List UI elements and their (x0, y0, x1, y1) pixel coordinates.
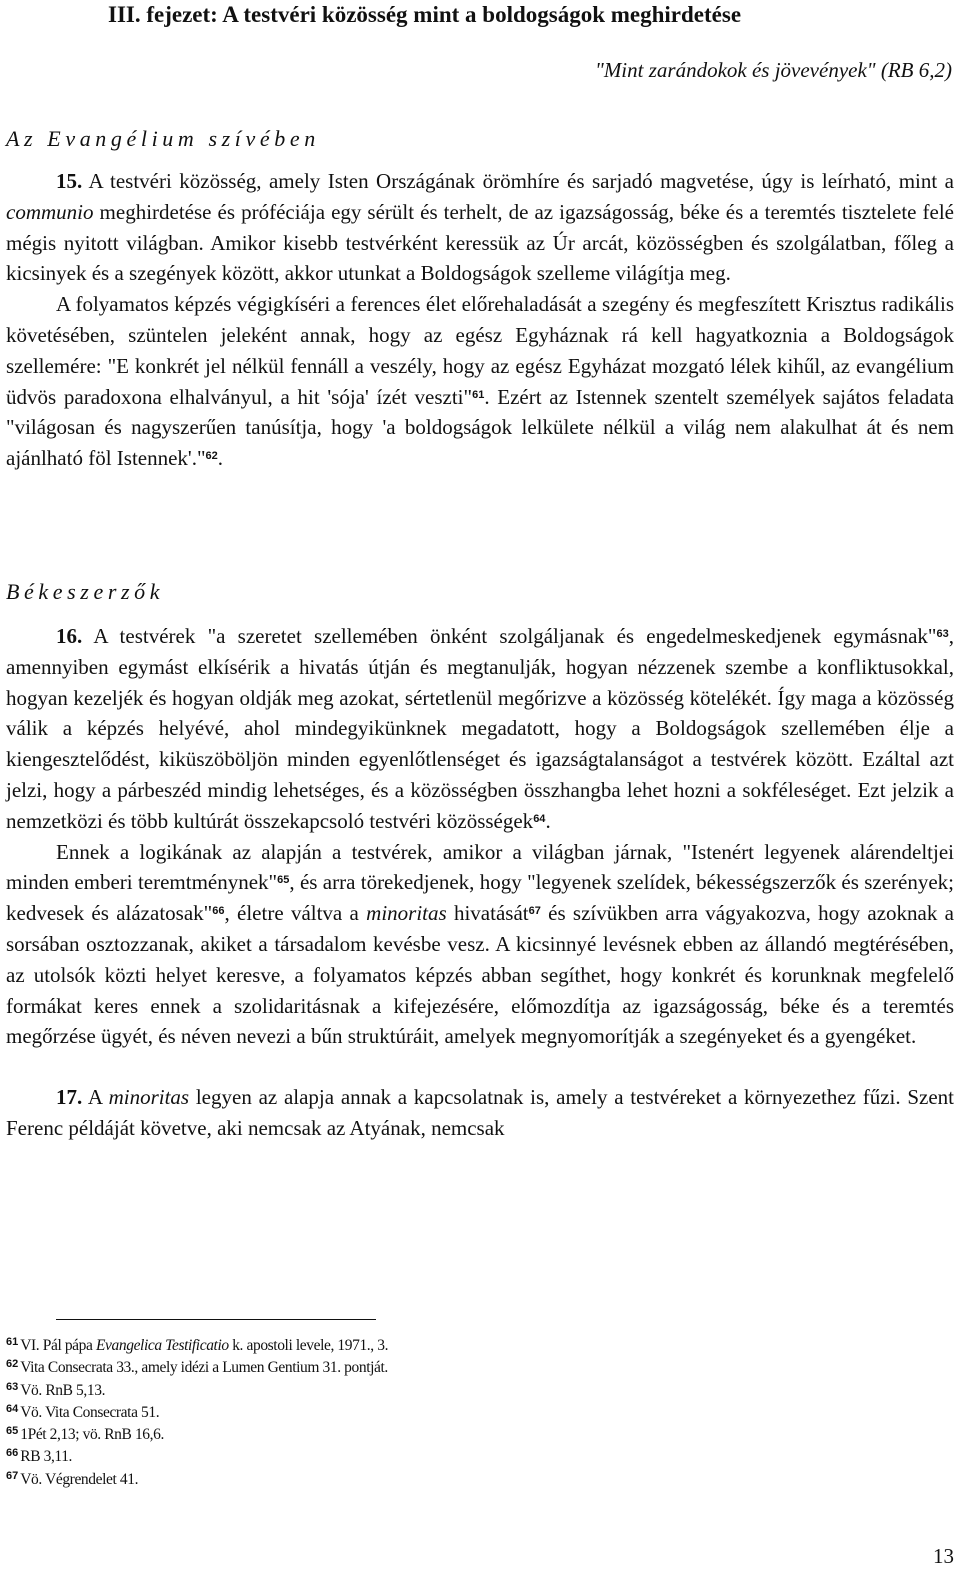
footnote-separator (56, 1319, 376, 1320)
footnote-number: 62 (6, 1358, 19, 1371)
paragraph (6, 837, 954, 1053)
paragraph (6, 166, 954, 289)
footnote-number: 65 (6, 1425, 19, 1438)
footnote-ref-63: 63 (936, 628, 949, 640)
text-run: A folyamatos képzés végigkíséri a ferences élet előrehaladását a szegény és megfeszített Krisztus radikális követésében, szüntelen jeleként annak, hogy az egész Egyháznak rá kell hagyatkoznia a Boldogságok szellemére: "E konkrét jel nélkül fennáll a veszély, hogy az egész Egyházat mozgató lélek kihűl, az evangélium üdvös paradoxona elhalványul, a hit 'sója' ízét veszti" (6, 292, 954, 409)
section-body-bekeszerzok (6, 621, 954, 1144)
text-run: A testvérek "a szeretet szellemében önként szolgáljanak és engedelmeskedjenek egymásnak" (82, 624, 937, 648)
page-number: 13 (933, 1544, 954, 1568)
footnote-ref-64: 64 (533, 812, 546, 825)
italic-term: Evangelica Testificatio (95, 1337, 229, 1354)
text-run: Vö. Vita Consecrata 51. (20, 1403, 160, 1421)
footnote-number: 66 (6, 1447, 19, 1460)
footnote-ref-61: 61 (472, 388, 485, 401)
chapter-title: III. fejezet: A testvéri közösség mint a boldogságok meghirdetése (108, 2, 742, 27)
text-run: , és arra törekedjenek, hogy "legyenek szelídek, békességszerzők és szerények; kedvesek és alázatosak" (6, 870, 955, 926)
footnote-ref-62: 62 (205, 450, 218, 463)
text-run: Vö. Végrendelet 41. (20, 1470, 139, 1488)
footnote-61 (6, 1335, 906, 1357)
footnote-63 (6, 1380, 906, 1402)
footnote-ref-65: 65 (277, 874, 290, 887)
text-run: legyen az alapja annak a kapcsolatnak is, amely a testvéreket a környezethez fűzi. Szent Ferenc példáját követve, aki nemcsak az Atyának, nemcsak (6, 1085, 954, 1140)
section-heading-bekeszerzok: Békeszerzők (6, 579, 165, 604)
italic-term: minoritas (366, 901, 447, 926)
footnotes (6, 1335, 906, 1491)
text-run: hivatását (446, 901, 529, 926)
text-run: . (217, 446, 224, 471)
footnote-number: 64 (6, 1402, 19, 1415)
footnote-number: 63 (6, 1380, 19, 1393)
text-run: Ennek a logikának az alapján a testvérek, amikor a világban járnak, "Istenért legyenek alárendeltjei minden emberi teremtménynek" (6, 839, 954, 895)
text-run: k. apostoli levele, 1971., 3. (228, 1337, 389, 1354)
text-run: A testvéri közösség, amely Isten Országának örömhíre és sarjadó magvetése, úgy is leírható, mint a (82, 169, 954, 193)
text-run: . Ezért az Istennek szentelt személyek sajátos feladata "világosan és nagyszerűen tanúsítja, hogy 'a boldogságok lelkülete nélkül a világ nem alakulhat át és nem ajánlható föl Istennek'." (6, 384, 954, 471)
text-run: VI. Pál pápa (20, 1337, 96, 1354)
section-heading-evangelium: Az Evangélium szívében (6, 126, 320, 151)
text-run: , amennyiben egymást elkísérik a hivatás útján és megtanulják, hogyan nézzenek szembe a konfliktusokkal, hogyan kezeljék és hogyan oldják meg azokat, sértetlenül megőrizve a közösség kötelékét. Így maga a közösség válik a képzés helyévé, ahol mindegyikünknek megadatott, hogy a Boldogságok szellemében élje a kiengesztelődést, kiküszöböljön minden egyenlőtlenséget és igazságtalanságot a testvérek között. Ezáltal azt jelzi, hogy a párbeszéd mindig lehetséges, és a közösségben összhangba lehet hozni a sokféleséget. Ezt jelzik a nemzetközi és több kultúrát összekapcsoló testvéri közösségek (6, 624, 954, 833)
footnote-65 (6, 1424, 906, 1446)
footnote-number: 67 (6, 1469, 19, 1482)
paragraph (6, 1082, 954, 1144)
paragraph-number: 17. (56, 1085, 83, 1110)
footnote-66 (6, 1446, 906, 1468)
text-run: . (545, 808, 551, 833)
footnote-ref-66: 66 (212, 905, 225, 918)
text-run: A (82, 1085, 109, 1110)
footnote-67 (6, 1469, 906, 1491)
text-run: , életre váltva a (224, 901, 367, 926)
text-run: Vita Consecrata 33., amely idézi a Lumen Gentium 31. pontját. (20, 1359, 388, 1377)
text-run: Vö. RnB 5,13. (20, 1381, 106, 1399)
footnote-number: 61 (6, 1336, 19, 1348)
paragraph-number: 15. (56, 169, 83, 193)
paragraph (6, 289, 954, 474)
footnote-64 (6, 1402, 906, 1424)
paragraph-number: 16. (56, 624, 83, 648)
section-body-evangelium (6, 166, 954, 474)
paragraph (6, 621, 954, 837)
text-run: RB 3,11. (20, 1448, 73, 1466)
text-run: meghirdetése és próféciája egy sérült és terhelt, de az igazságosság, béke és a teremtés tisztelete felé mégis nyitott világban. Amikor kisebb testvérként keressük az Úr arcát, közösségben és szolgálatban, főleg a kicsinyek és a szegények között, akkor utunkat a Boldogságok szelleme világítja meg. (6, 199, 954, 286)
italic-term: communio (6, 199, 94, 224)
footnote-ref-67: 67 (528, 905, 541, 918)
text-run: és szívükben arra vágyakozva, hogy azoknak a sorsában osztozzanak, akiket a társadalom kevésbe vesz. A kicsinnyé levésnek ebben az állandó megtérésében, az utolsók közti helyet keresve, a folyamatos képzés abban segíthet, hogy konkrét és korunknak megfelelő formákat keres ennek a szolidaritásnak a kifejezésére, előmozdítja az igazságosság, béke és a teremtés megőrzése ügyét, és néven nevezi a bűn struktúráit, amelyek megnyomorítják a szegényeket és a gyengéket. (6, 901, 954, 1049)
text-run: 1Pét 2,13; vö. RnB 16,6. (20, 1426, 164, 1444)
footnote-62 (6, 1357, 906, 1379)
chapter-motto: "Mint zarándokok és jövevények" (RB 6,2) (595, 58, 952, 82)
italic-term: minoritas (108, 1085, 190, 1110)
